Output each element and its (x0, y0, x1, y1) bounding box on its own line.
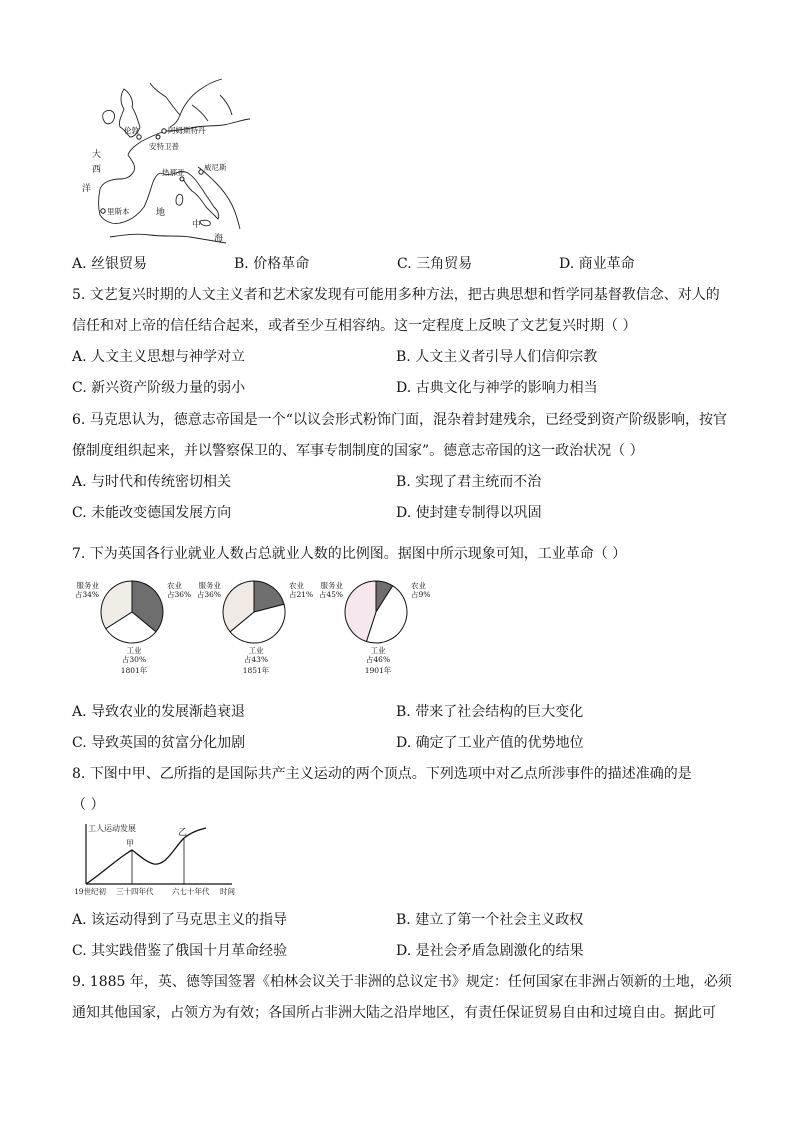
amsterdam-marker (162, 129, 166, 133)
map-label-med-2: 中 (192, 220, 202, 230)
q5-stem-line2: 信任和对上帝的信任结合起来，或者至少互相容纳。这一定程度上反映了文艺复兴时期（ ） (72, 318, 637, 334)
pie-0-label-agriculture: 占36% (167, 590, 192, 599)
q8-stem-line2: （ ） (72, 797, 105, 813)
map-label-london: 伦敦 (124, 126, 139, 135)
london-marker (137, 135, 141, 139)
q7-stem: 7. 下为英国各行业就业人数占总就业人数的比例图。据图中所示现象可知，工业革命（ ） (72, 546, 627, 562)
q6-option-d[interactable]: D. 使封建专制得以巩固 (396, 505, 542, 521)
pie-2-year-label: 1901年 (364, 666, 392, 675)
q6-option-c[interactable]: C. 未能改变德国发展方向 (72, 505, 232, 521)
map-label-amsterdam: 阿姆斯特丹 (168, 126, 206, 135)
genoa-marker (180, 177, 184, 181)
employment-pie-charts (72, 578, 452, 688)
pie-1-label-industry: 工业 (248, 646, 264, 655)
pie-1-year-label: 1851年 (242, 666, 270, 675)
map-label-med-3: 海 (214, 234, 224, 244)
pie-2-label-industry: 工业 (370, 646, 386, 655)
pie-charts-svg (72, 578, 452, 688)
q8-option-b[interactable]: B. 建立了第一个社会主义政权 (396, 912, 584, 928)
pie-1-label-industry: 占43% (243, 655, 269, 664)
labor-chart-svg (74, 820, 254, 896)
q4-option-d[interactable]: D. 商业革命 (559, 256, 635, 272)
pie-2-label-agriculture: 农业 (411, 581, 426, 590)
x-tick-60s-70s: 六七十年代 (172, 887, 210, 896)
q5-option-c[interactable]: C. 新兴资产阶级力量的弱小 (72, 380, 246, 396)
map-label-atlantic-3: 洋 (82, 184, 92, 194)
q4-option-a[interactable]: A. 丝银贸易 (72, 256, 148, 272)
pie-1-label-service: 服务业 (198, 581, 221, 590)
europe-trade-map (80, 75, 250, 245)
q5-option-d[interactable]: D. 古典文化与神学的影响力相当 (396, 380, 598, 396)
q6-stem-line2: 僚制度组织起来，并以警察保卫的、军事专制制度的国家”。德意志帝国的这一政治状况（ ） (72, 443, 644, 459)
map-label-atlantic-2: 西 (92, 165, 102, 175)
x-tick-19th-century: 19世纪初 (74, 887, 107, 896)
q5-option-b[interactable]: B. 人文主义者引导人们信仰宗教 (396, 349, 598, 365)
q5-stem-line1: 5. 文艺复兴时期的人文主义者和艺术家发现有可能用多种方法，把古典思想和哲学同基督教信念、对人的 (72, 287, 720, 303)
pie-0-label-industry: 工业 (126, 646, 142, 655)
x-tick-30s-40s: 三十四年代 (116, 887, 154, 896)
map-label-venice: 威尼斯 (204, 163, 227, 172)
pie-1-label-agriculture: 农业 (289, 581, 304, 590)
pie-0-label-service: 服务业 (76, 581, 99, 590)
labor-movement-curve (86, 828, 206, 884)
q9-stem-line1: 9. 1885 年，英、德等国签署《柏林会议关于非洲的总议定书》规定：任何国家在非洲占领新的土地，必须 (72, 974, 732, 990)
map-label-atlantic-1: 大 (92, 150, 102, 160)
antwerp-marker (156, 135, 160, 139)
chart-xlabel: 时间 (220, 887, 235, 896)
annotation-yi: 乙 (178, 828, 188, 838)
q5-option-a[interactable]: A. 人文主义思想与神学对立 (72, 349, 246, 365)
labor-movement-chart (74, 820, 254, 896)
q4-options (72, 254, 722, 274)
q6-stem-line1: 6. 马克思认为，德意志帝国是一个“以议会形式粉饰门面，混杂着封建残余，已经受到资产阶级影响，按官 (72, 412, 727, 428)
q9-stem-line2: 通知其他国家，占领方为有效；各国所占非洲大陆之沿岸地区，有责任保证贸易自由和过境自由。据此可 (72, 1005, 716, 1021)
q7-option-c[interactable]: C. 导致英国的贫富分化加剧 (72, 735, 246, 751)
pie-0-label-service: 占34% (74, 590, 99, 599)
q4-option-b[interactable]: B. 价格革命 (234, 256, 310, 272)
map-label-med-1: 地 (156, 208, 166, 218)
q7-option-a[interactable]: A. 导致农业的发展渐趋衰退 (72, 704, 246, 720)
q8-stem-line1: 8. 下图中甲、乙所指的是国际共产主义运动的两个顶点。下列选项中对乙点所涉事件的描述准确的是 (72, 766, 692, 782)
q7-option-d[interactable]: D. 确定了工业产值的优势地位 (396, 735, 584, 751)
map-label-lisbon: 里斯本 (107, 207, 130, 216)
map-svg (80, 75, 250, 245)
lisbon-marker (101, 209, 105, 213)
q4-option-c[interactable]: C. 三角贸易 (397, 256, 473, 272)
pie-1-label-agriculture: 占21% (289, 590, 314, 599)
q7-option-b[interactable]: B. 带来了社会结构的巨大变化 (396, 704, 584, 720)
pie-1-label-service: 占36% (196, 590, 221, 599)
pie-0-label-industry: 占30% (121, 655, 147, 664)
venice-marker (199, 170, 203, 174)
q8-option-a[interactable]: A. 该运动得到了马克思主义的指导 (72, 912, 288, 928)
annotation-jia: 甲 (126, 839, 134, 848)
map-label-antwerp: 安特卫普 (149, 142, 179, 151)
q6-option-a[interactable]: A. 与时代和传统密切相关 (72, 474, 232, 490)
pie-2-label-service: 占45% (318, 590, 343, 599)
q8-option-c[interactable]: C. 其实践借鉴了俄国十月革命经验 (72, 943, 288, 959)
q8-option-d[interactable]: D. 是社会矛盾急剧激化的结果 (396, 943, 584, 959)
pie-2-label-agriculture: 占9% (411, 590, 431, 599)
map-label-genoa: 热那亚 (162, 168, 185, 177)
pie-0-label-agriculture: 农业 (167, 581, 182, 590)
pie-2-label-industry: 占46% (365, 655, 391, 664)
pie-0-year-label: 1801年 (120, 666, 148, 675)
q6-option-b[interactable]: B. 实现了君主统而不治 (396, 474, 542, 490)
pie-2-label-service: 服务业 (320, 581, 343, 590)
chart-ylabel: 工人运动发展 (88, 824, 136, 833)
